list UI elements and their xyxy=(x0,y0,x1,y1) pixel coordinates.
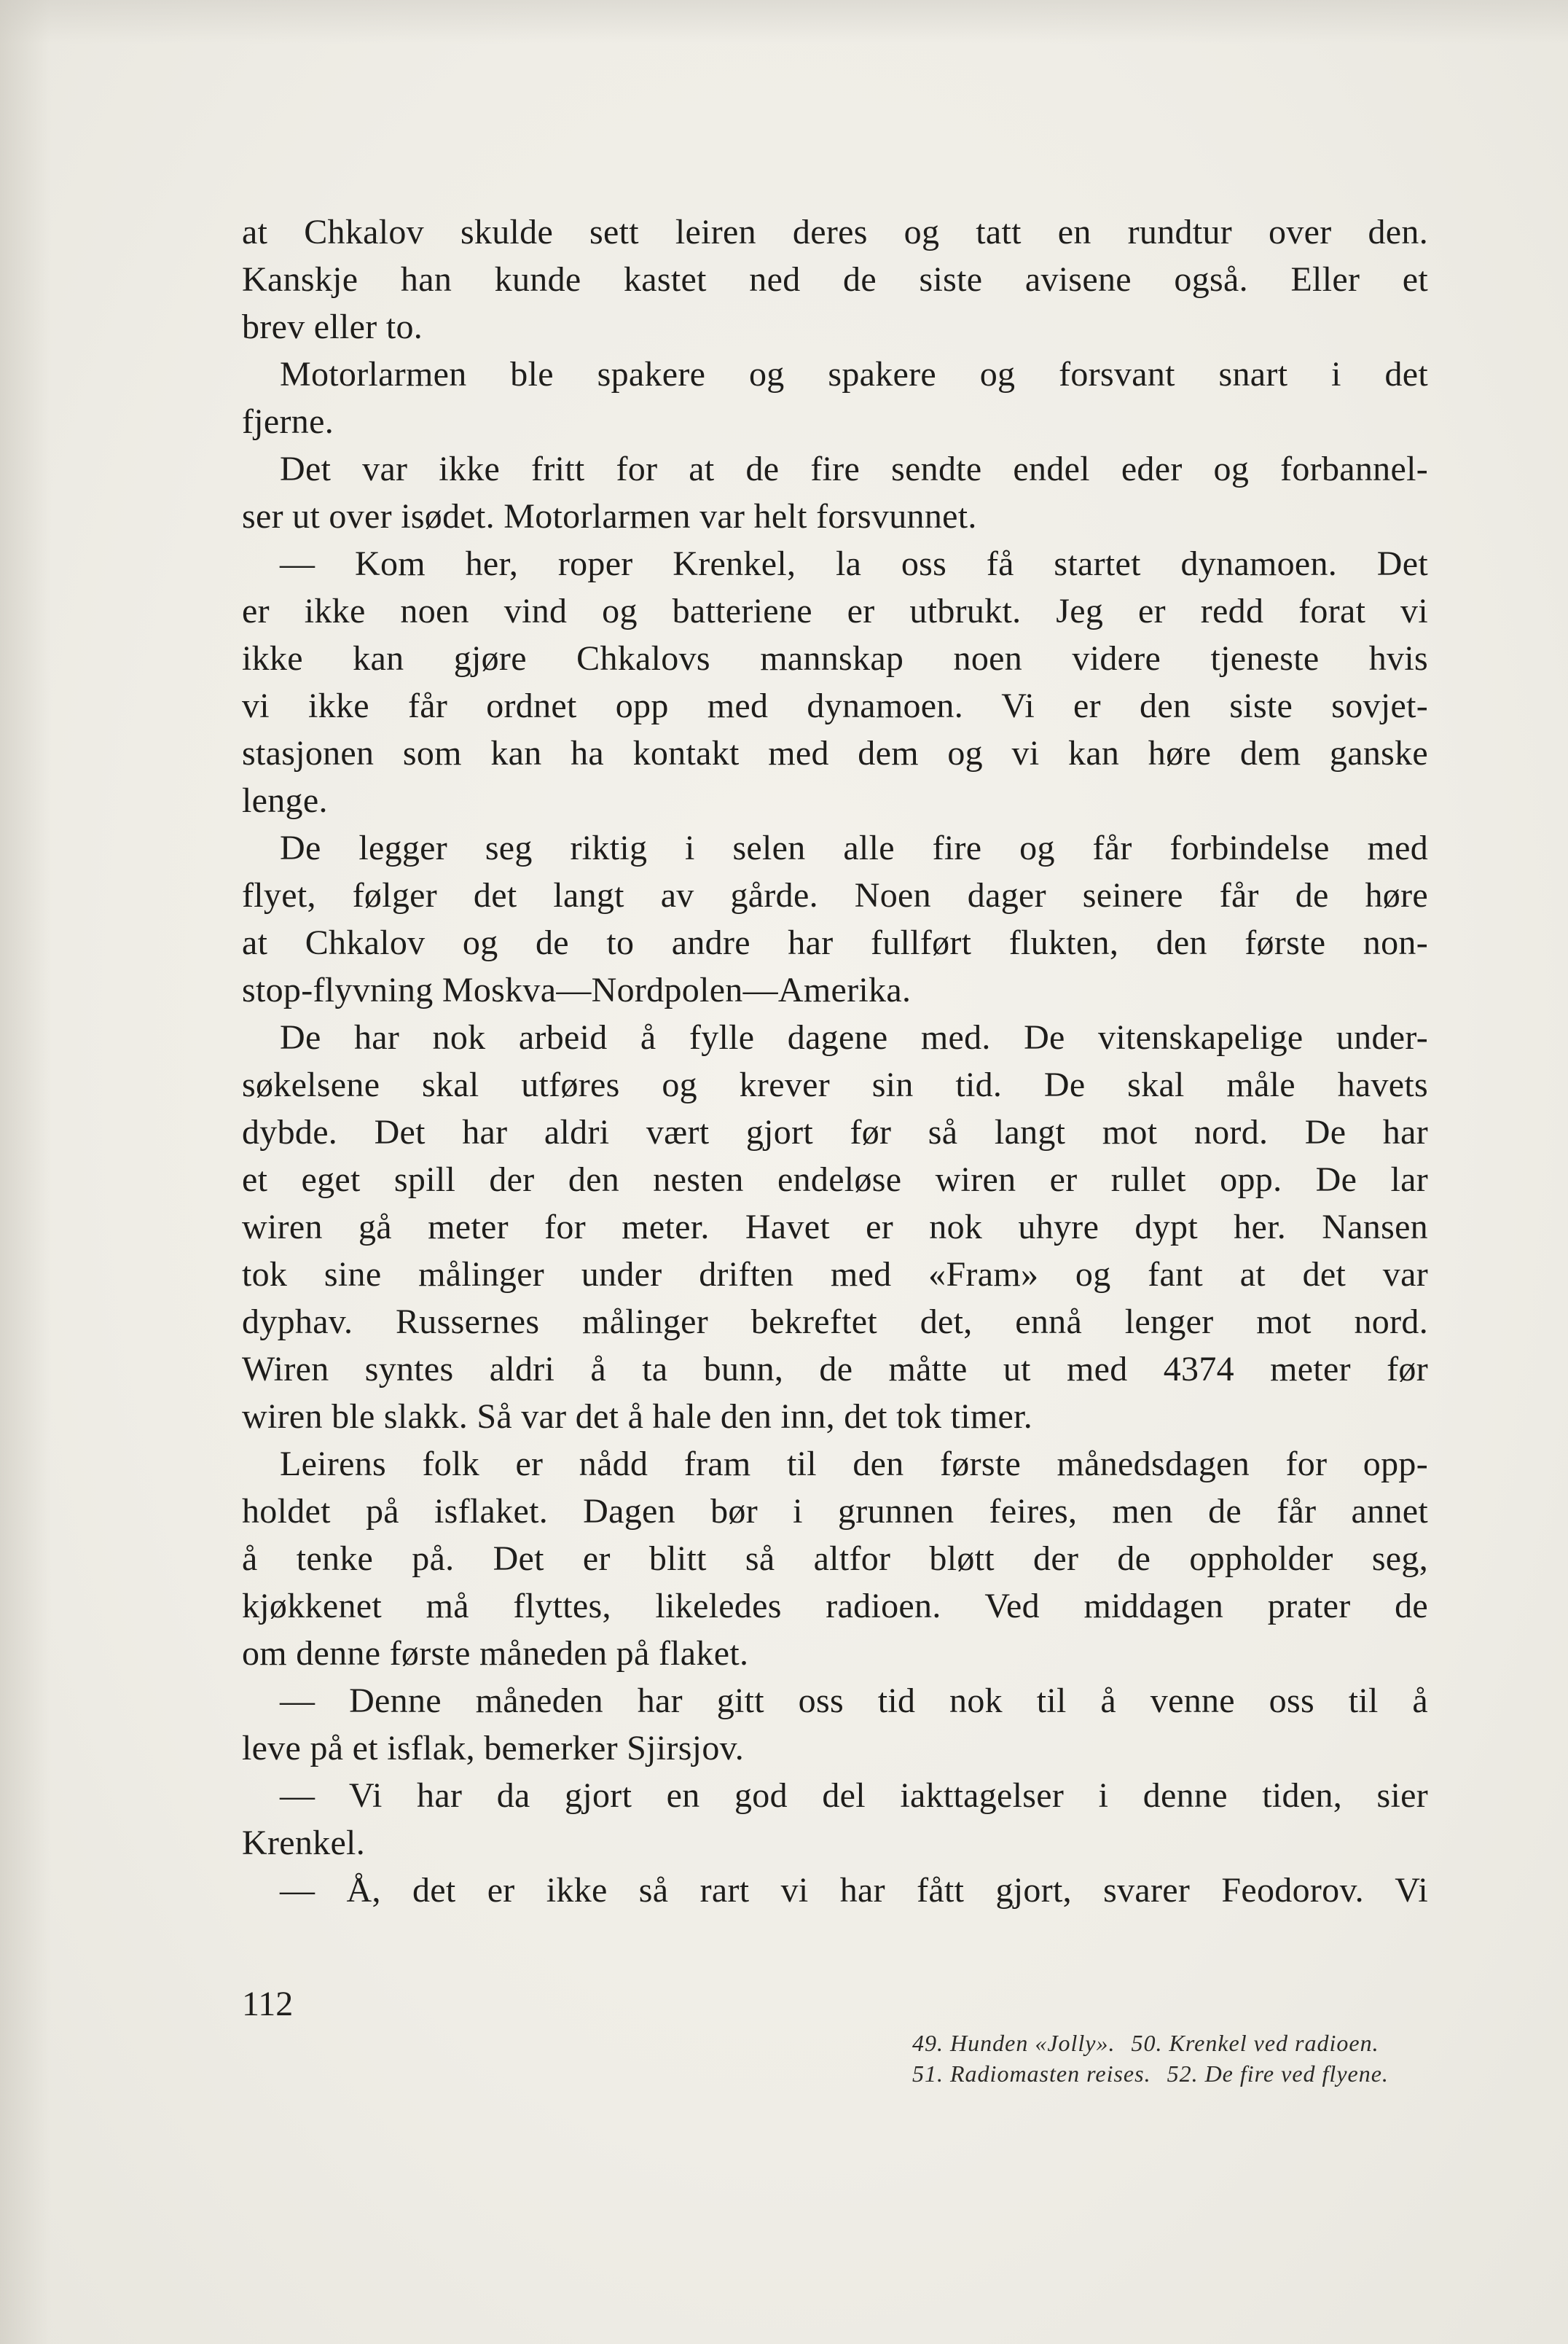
photo-captions xyxy=(912,2028,1539,2089)
text-line: — Kom her, roper Krenkel, la oss få startet dynamoen. Det xyxy=(280,544,1428,583)
text-line: — Å, det er ikke så rart vi har fått gjort, svarer Feodorov. Vi xyxy=(280,1871,1428,1910)
text-line: Leirens folk er nådd fram til den første månedsdagen for opp- xyxy=(280,1445,1428,1483)
caption-51: 51. Radiomasten reises. xyxy=(912,2060,1151,2087)
text-line: — Vi har da gjort en god del iakttagelser i denne tiden, sier xyxy=(280,1776,1428,1815)
text-line: fjerne. xyxy=(242,402,334,441)
text-line: dyphav. Russernes målinger bekreftet det, ennå lenger mot nord. xyxy=(242,1302,1428,1341)
text-line: om denne første måneden på flaket. xyxy=(242,1634,749,1673)
page-shadow-left xyxy=(0,0,51,2344)
text-line: wiren ble slakk. Så var det å hale den inn, det tok timer. xyxy=(242,1397,1033,1436)
text-line: et eget spill der den nesten endeløse wiren er rullet opp. De lar xyxy=(242,1160,1428,1199)
caption-line xyxy=(912,2028,1539,2058)
text-line: brev eller to. xyxy=(242,308,423,346)
page-number: 112 xyxy=(242,1985,294,2023)
text-line: at Chkalov og de to andre har fullført flukten, den første non- xyxy=(242,923,1428,962)
text-line: — Denne måneden har gitt oss tid nok til å venne oss til å xyxy=(280,1681,1428,1720)
text-line: å tenke på. Det er blitt så altfor bløtt der de oppholder seg, xyxy=(242,1539,1428,1578)
caption-50: 50. Krenkel ved radioen. xyxy=(1131,2030,1379,2056)
text-line: stop-flyvning Moskva—Nordpolen—Amerika. xyxy=(242,971,912,1009)
text-line: De legger seg riktig i selen alle fire og får forbindelse med xyxy=(280,829,1428,867)
text-line: Det var ikke fritt for at de fire sendte endel eder og forbannel- xyxy=(280,450,1428,488)
text-line: Kanskje han kunde kastet ned de siste avisene også. Eller et xyxy=(242,260,1428,299)
text-line: vi ikke får ordnet opp med dynamoen. Vi er den siste sovjet- xyxy=(242,687,1428,725)
text-line: dybde. Det har aldri vært gjort før så langt mot nord. De har xyxy=(242,1113,1428,1152)
text-line: at Chkalov skulde sett leiren deres og tatt en rundtur over den. xyxy=(242,213,1428,251)
page-shadow-top xyxy=(0,0,1568,44)
text-line: leve på et isflak, bemerker Sjirsjov. xyxy=(242,1729,745,1767)
text-line: Motorlarmen ble spakere og spakere og forsvant snart i det xyxy=(280,355,1428,394)
text-line: lenge. xyxy=(242,781,328,820)
caption-52: 52. De fire ved flyene. xyxy=(1167,2060,1389,2087)
text-line: holdet på isflaket. Dagen bør i grunnen feires, men de får annet xyxy=(242,1492,1428,1531)
text-line: søkelsene skal utføres og krever sin tid. De skal måle havets xyxy=(242,1066,1428,1104)
text-line: stasjonen som kan ha kontakt med dem og vi kan høre dem ganske xyxy=(242,734,1428,773)
text-line: Krenkel. xyxy=(242,1824,365,1862)
text-line: Wiren syntes aldri å ta bunn, de måtte ut med 4374 meter før xyxy=(242,1350,1428,1388)
text-line: kjøkkenet må flyttes, likeledes radioen. Ved middagen prater de xyxy=(242,1587,1428,1625)
caption-line xyxy=(912,2058,1539,2089)
text-line: ikke kan gjøre Chkalovs mannskap noen videre tjeneste hvis xyxy=(242,639,1428,678)
text-line: wiren gå meter for meter. Havet er nok uhyre dypt her. Nansen xyxy=(242,1208,1428,1246)
text-line: ser ut over isødet. Motorlarmen var helt forsvunnet. xyxy=(242,497,977,536)
text-line: De har nok arbeid å fylle dagene med. De vitenskapelige under- xyxy=(280,1018,1428,1057)
caption-49: 49. Hunden «Jolly». xyxy=(912,2030,1116,2056)
text-line: flyet, følger det langt av gårde. Noen dager seinere får de høre xyxy=(242,876,1428,915)
text-line: tok sine målinger under driften med «Fram» og fant at det var xyxy=(242,1255,1428,1294)
text-line: er ikke noen vind og batteriene er utbrukt. Jeg er redd forat vi xyxy=(242,592,1428,630)
body-text xyxy=(242,208,1428,1914)
